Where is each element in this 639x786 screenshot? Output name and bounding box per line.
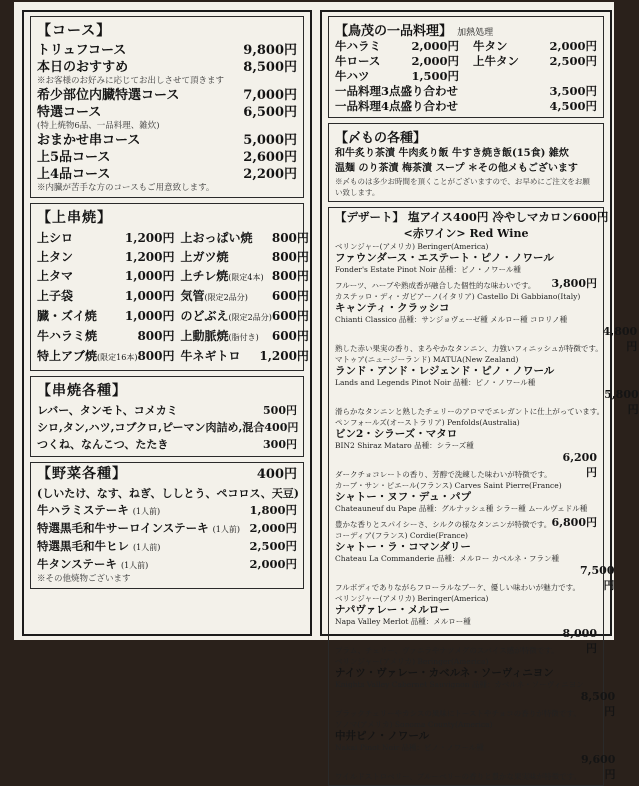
course-footnote: ※内臓が苦手な方のコースもご用意致します。: [37, 183, 215, 193]
course-item: トリュフコース 9,800円: [37, 43, 297, 58]
shime-note: ※〆ものは多少お時間を頂くことがございますので、お早めにご注文をお願い致します。: [335, 177, 590, 197]
wine-item: マトゥア(ニュージーランド) MATUA(New Zealand) ランド・アンド・レジェンド・ピノ・ノワール Lands and Legends Pinot Noir 品種：ピノ・ノワール種 滑らかなタンニンと熟したチェリーのアロマでエレガントに仕上がっています。 5,800円: [335, 355, 639, 416]
ippin-section: [328, 16, 604, 118]
wine-item: ベリンジャー(アメリカ) Beringer(America) ファウンダース・エステート・ピノ・ノワール Fonder's Estate Pinot Noir 品種：ピノ・ノワール種 フルーツ、ハーブや熟成香が融合した個性的な味わいです。 3,800円: [335, 242, 597, 290]
ippin-grid: [335, 39, 597, 84]
shime-line: 温麺 のり茶漬 梅茶漬 スープ ＊その他メもございます: [335, 163, 578, 174]
wine-item: ベリンジャー(アメリカ) Beringer(America) ナパヴァレー・メルロー Napa Valley Merlot 品種：メルロー種 プラム、チェリー、ヴァニラやナツメグのスパイス感が特徴です。 8,000円: [335, 594, 597, 655]
kushi-title: 【上串焼】: [37, 210, 112, 226]
kushi-item: 牛ハラミ焼 800円: [37, 329, 175, 343]
right-column: [320, 10, 639, 781]
ippin-item: [473, 69, 597, 84]
steak-item: 牛タンステーキ (1人前) 2,000円: [37, 557, 297, 571]
yasai-header: 【野菜各種】 400円: [37, 466, 297, 482]
kushi-item: 上動脈焼(脂付き) 600円: [180, 329, 309, 343]
ippin-header: 【鳥茂の一品料理】 加熱処理: [335, 24, 494, 39]
wine-item: ペンフォールズ(オーストラリア) Penfolds(Australia) ビン2・シラーズ・マタロ BIN2 Shiraz Mataro 品種：シラーズ種 ダークチョコレートの香り、芳醇で洗練した味わいが特徴です。 6,200円: [335, 418, 597, 479]
ippin-set: 一品料理4点盛り合わせ 4,500円: [335, 99, 597, 113]
course-item: おまかせ串コース 5,000円: [37, 133, 297, 148]
course-item: 希少部位内臓特選コース 7,000円: [37, 88, 297, 103]
kushiyaki-item: シロ,タン,ハツ,コブクロ,ピーマン肉詰め,混合 400円: [37, 421, 299, 434]
kushi-item: 上子袋 1,000円: [37, 289, 175, 303]
kushi-item: 牛ネギトロ 1,200円: [180, 349, 309, 363]
course-item: 上5品コース 2,600円: [37, 150, 297, 165]
ippin-item: 牛ハラミ 2,000円: [335, 39, 459, 53]
shime-section: [328, 123, 604, 202]
kushi-item: 臓・ズイ焼 1,000円: [37, 309, 175, 323]
kushi-grid: [37, 229, 309, 367]
menu-page: [14, 2, 639, 781]
course-title: 【コース】: [37, 23, 112, 39]
course-item: 本日のおすすめ 8,500円: [37, 60, 297, 75]
course-note: ※お客様のお好みに応じてお出しさせて頂きます: [37, 76, 225, 86]
dessert-wine-section: [328, 207, 639, 786]
wine-item: カーブ・サン・ピエール(フランス) Carves Saint Pierre(France) シャトー・ヌフ・デュ・パプ Chateauneuf du Pape 品種：グルナッシュ種 シラー種 ムールヴェドル種 豊かな香りとスパイシーさ、シルクの様なタンニンが特徴です。 6,800円: [335, 481, 597, 529]
wine-item: カステッロ・ディ・ガビアーノ(イタリア) Castello Di Gabbiano(Italy) キャンティ・クラッシコ Chianti Classico 品種：サンジョヴェーゼ種 メルロー種 コロリノ種 熟した赤い果実の香り、まろやかなタンニン、力強いフィニッシュが特徴です。 4,800円: [335, 292, 638, 353]
ippin-item: 牛ロース 2,000円: [335, 54, 459, 68]
kushiyaki-section: [30, 376, 304, 457]
yasai-desc: (しいたけ、なす、ねぎ、ししとう、ペコロス、天豆): [37, 487, 299, 500]
dessert-line: 【デザート】 塩アイス400円 冷やしマカロン600円: [335, 210, 609, 224]
kushi-item: 上タマ 1,000円: [37, 269, 175, 283]
course-item: 上4品コース 2,200円: [37, 167, 297, 182]
left-column: [22, 10, 312, 636]
shime-line: 和牛炙り茶漬 牛肉炙り飯 牛すき焼き飯(15食) 雑炊: [335, 148, 569, 159]
wine-item: ソノマ(アメリカ) Sonoma County(America) 中井ピノ・ノワール Nakai Pinot Noir 品種：ピノ・ノワール種 ワイルドストロベリー、ブルーベリーの香りと豊かな果実味が特徴です。 9,600円: [335, 720, 616, 781]
yasai-section: [30, 462, 304, 589]
steak-item: 特選黒毛和牛サーロインステーキ (1人前) 2,000円: [37, 521, 297, 535]
kushi-item: のどぶえ(限定2品分) 600円: [180, 309, 309, 323]
shime-title: 【〆もの各種】: [335, 131, 427, 146]
ippin-item: 牛タン 2,000円: [473, 39, 597, 53]
wine-title: <赤ワイン> Red Wine: [403, 227, 529, 240]
kushiyaki-item: つくね、なんこつ、たたき 300円: [37, 438, 297, 451]
ippin-set: 一品料理3点盛り合わせ 3,500円: [335, 84, 597, 98]
steak-item: 牛ハラミステーキ (1人前) 1,800円: [37, 503, 297, 517]
kushi-section: [30, 203, 309, 371]
kushi-item: 上シロ 1,200円: [37, 231, 175, 245]
steak-item: 特選黒毛和牛ヒレ (1人前) 2,500円: [37, 539, 297, 553]
course-section: [30, 16, 304, 198]
kushi-item: 特上アブ焼(限定16本) 800円: [37, 349, 175, 363]
kushi-item: 上タン 1,200円: [37, 250, 175, 264]
wine-item: ベリンジャー(アメリカ) Beringer(America) ナイツ・ヴァレー・カベルネ・ソーヴィニヨン Knights Valley Cabernet Sauvignon 品種：カベルネ・ソーヴィニヨン ブラックチェリーやカシスの風味にトーストやチョコの香りが特徴です。 8,500円: [335, 657, 616, 718]
wine-item: コーディア(フランス) Cordie(France) シャトー・ラ・コマンダリー Chateau La Commanderie 品種：メルロー カベルネ・フラン種 フルボディでありながらフローラルなブーケ、優しい味わいが魅力です。 7,500円: [335, 531, 615, 592]
kushi-item: 気管(限定2品分) 600円: [180, 289, 309, 303]
ippin-item: 牛ハツ 1,500円: [335, 69, 459, 83]
yasai-footnote: ※その他焼物ございます: [37, 574, 131, 584]
course-note: (特上焼物6品、一品料理、雑炊): [37, 121, 160, 131]
course-item: 特選コース 6,500円: [37, 105, 297, 120]
kushi-item: 上チレ焼(限定4本) 800円: [180, 269, 309, 283]
kushi-item: 上ガツ焼 800円: [180, 250, 309, 264]
kushi-item: 上おっぱい焼 800円: [180, 231, 309, 245]
kushiyaki-item: レバー、タンモト、コメカミ 500円: [37, 404, 297, 417]
kushiyaki-title: 【串焼各種】: [37, 383, 127, 399]
ippin-item: 上牛タン 2,500円: [473, 54, 597, 68]
